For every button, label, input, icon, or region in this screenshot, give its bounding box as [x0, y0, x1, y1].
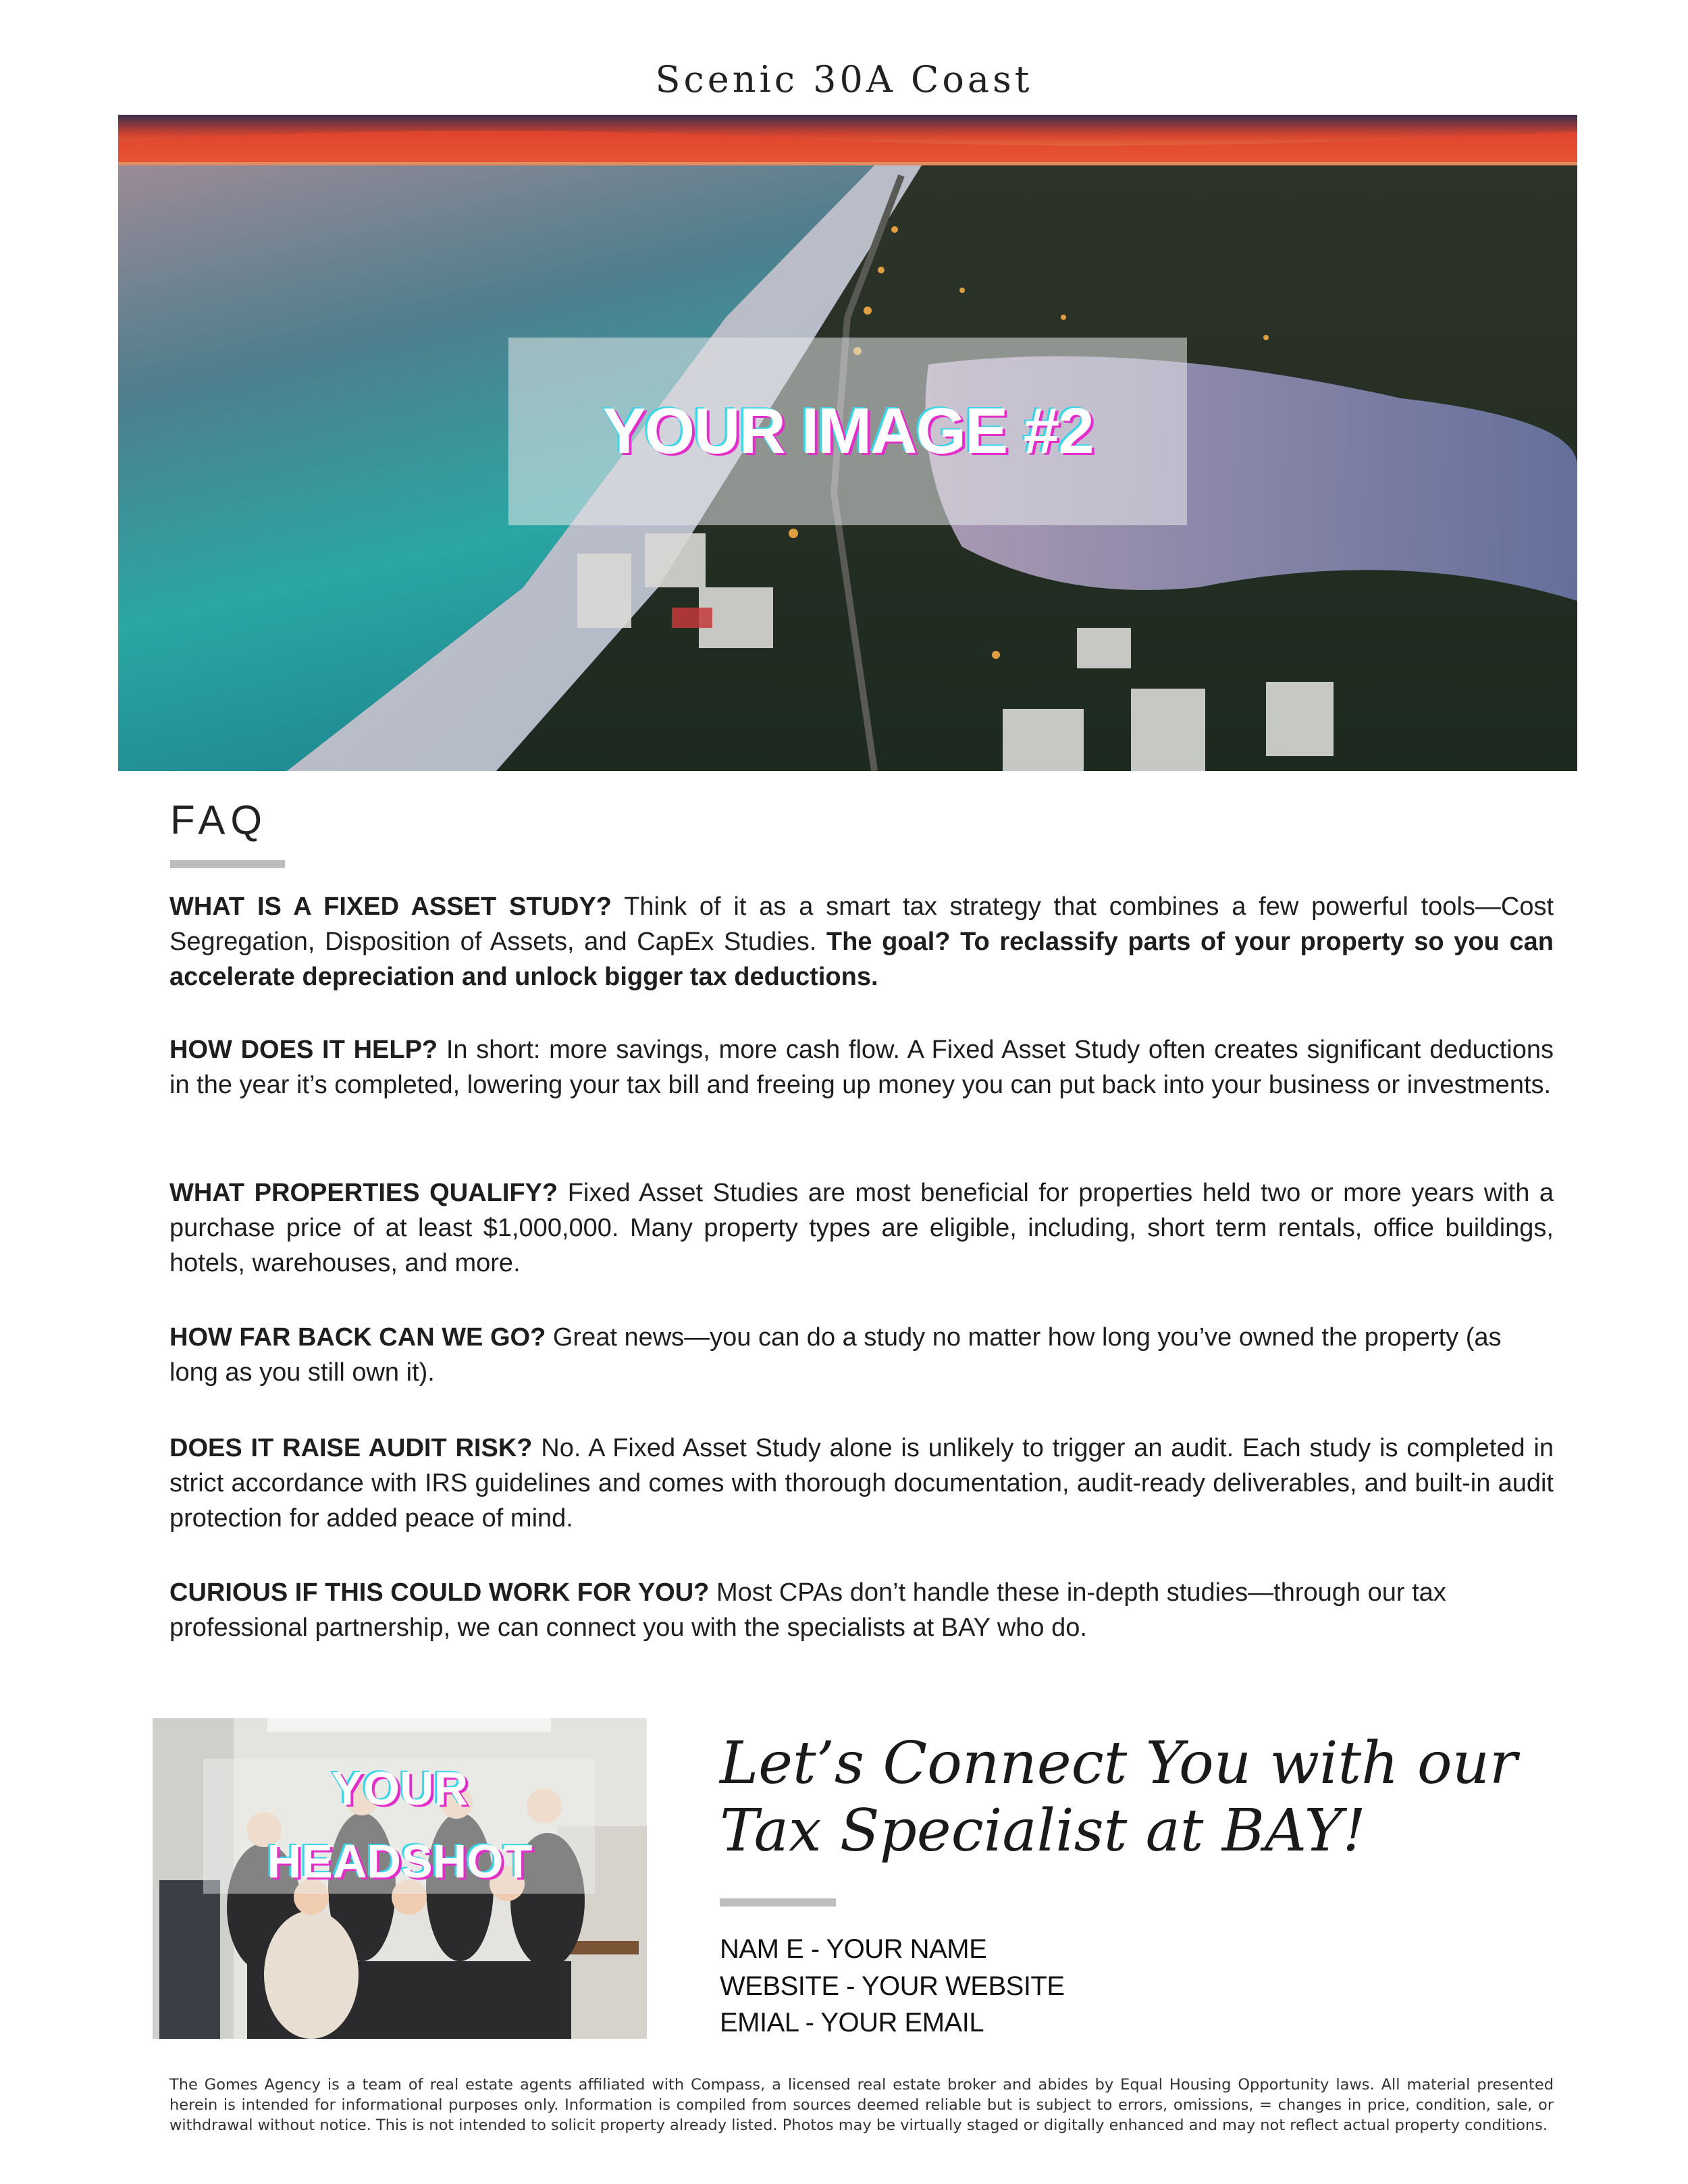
faq-item — [169, 1320, 1554, 1390]
faq-question: HOW DOES IT HELP? — [169, 1036, 438, 1064]
faq-answer-emphasis: The goal? To reclassify parts of your property so you can accelerate depreciation and unlock bigger tax deductions. — [169, 928, 1554, 991]
faq-item — [169, 889, 1554, 994]
contact-name: NAM E - YOUR NAME — [720, 1934, 987, 1964]
contact-website: WEBSITE - YOUR WEBSITE — [720, 1971, 1065, 2001]
faq-answer: In short: more savings, more cash flow. A Fixed Asset Study often creates significant deductions in the year it’s completed, lowering your tax bill and freeing up money you can put back into your business or investments. — [169, 1036, 1554, 1099]
connect-divider — [720, 1898, 836, 1907]
faq-question: HOW FAR BACK CAN WE GO? — [169, 1323, 546, 1352]
faq-question: WHAT PROPERTIES QUALIFY? — [169, 1179, 558, 1207]
connect-title-line: Let’s Connect You with our — [720, 1730, 1518, 1797]
faq-divider — [170, 860, 285, 868]
faq-item — [169, 1431, 1554, 1536]
headshot-caption-line: YOUR — [331, 1762, 469, 1815]
image-placeholder-caption: YOUR IMAGE #2 — [602, 395, 1093, 467]
connect-title — [720, 1730, 1530, 1865]
faq-answer: Think of it as a smart tax strategy that combines a few powerful tools—Cost Segregation, Disposition of Assets, and CapEx Studies. — [169, 893, 1554, 956]
faq-answer: Most CPAs don’t handle these in-depth studies—through our tax professional partnership, we can connect you with the specialists at BAY who do. — [169, 1578, 1446, 1642]
faq-question: WHAT IS A FIXED ASSET STUDY? — [169, 893, 612, 921]
faq-answer: Fixed Asset Studies are most beneficial for properties held two or more years with a purchase price of at least $1,000,000. Many property types are eligible, including, short term rentals, office buildings, hotels, warehouses, and more. — [169, 1179, 1554, 1277]
legal-disclaimer: The Gomes Agency is a team of real estate agents affiliated with Compass, a licensed real estate broker and abides by Equal Housing Opportunity laws. All material presented herein is intended for informational purposes only. Information is compiled from sources deemed reliable but is subject to errors, omissions, = changes in price, condition, sale, or withdrawal without notice. This is not intended to solicit property already listed. Photos may be virtually staged or digitally enhanced and may not reflect actual property conditions. — [169, 2076, 1554, 2134]
faq-answer: No. A Fixed Asset Study alone is unlikely to trigger an audit. Each study is completed in strict accordance with IRS guidelines and comes with thorough documentation, audit-ready deliverables, and built-in audit protection for added peace of mind. — [169, 1434, 1554, 1533]
faq-answer: Great news—you can do a study no matter how long you’ve owned the property (as long as you still own it). — [169, 1323, 1502, 1387]
hero-image — [118, 115, 1577, 771]
headshot-caption-line: HEADSHOT — [267, 1835, 533, 1888]
faq-item — [169, 1032, 1554, 1102]
faq-heading: FAQ — [170, 797, 268, 843]
headshot-placeholder-caption — [153, 1752, 647, 1898]
headshot-image — [153, 1718, 647, 2039]
faq-item — [169, 1175, 1554, 1281]
faq-item — [169, 1575, 1554, 1645]
page-title: Scenic 30A Coast — [655, 58, 1033, 101]
faq-question: CURIOUS IF THIS COULD WORK FOR YOU? — [169, 1578, 710, 1607]
faq-question: DOES IT RAISE AUDIT RISK? — [169, 1434, 533, 1462]
connect-title-line: Tax Specialist at BAY! — [720, 1797, 1366, 1865]
contact-email: EMIAL - YOUR EMAIL — [720, 2008, 984, 2037]
